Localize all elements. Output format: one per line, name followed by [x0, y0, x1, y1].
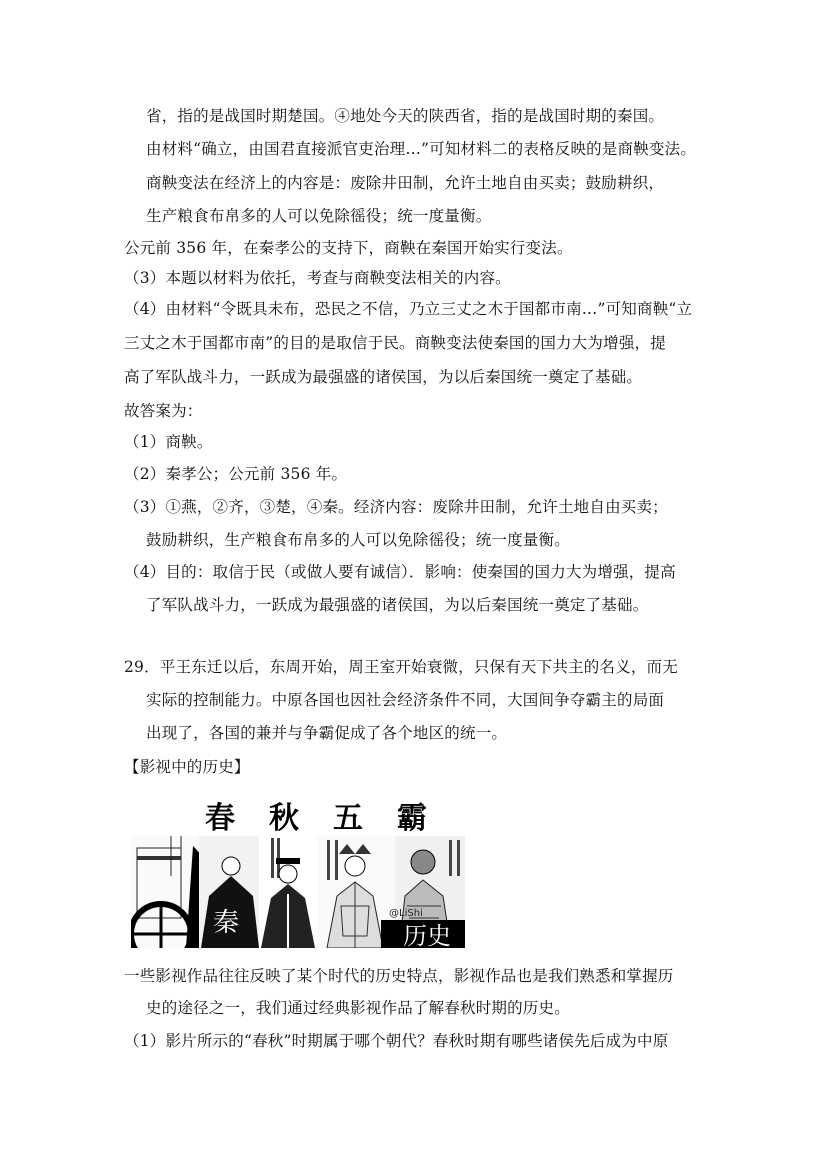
text-line: （3）本题以材料为依托，考查与商鞅变法相关的内容。 — [124, 269, 511, 287]
text-line: 生产粮食布帛多的人可以免除徭役；统一度量衡。 — [146, 207, 492, 225]
text-line: （4）由材料“令既具未布，恐民之不信，乃立三丈之木于国都市南…”可知商鞅“立 — [124, 300, 693, 318]
text-line: （1）商鞅。 — [124, 433, 213, 451]
text-line: 商鞅变法在经济上的内容是：废除井田制，允许土地自由买卖；鼓励耕织， — [146, 174, 665, 192]
text-line: 故答案为： — [124, 402, 203, 420]
text-line: 鼓励耕织，生产粮食布帛多的人可以免除徭役；统一度量衡。 — [146, 531, 570, 549]
text-line: 一些影视作品往往反映了某个时代的历史特点，影视作品也是我们熟悉和掌握历 — [124, 967, 674, 985]
section-heading: 【影视中的历史】 — [124, 758, 250, 776]
text-line: 高了军队战斗力，一跃成为最强盛的诸侯国，为以后秦国统一奠定了基础。 — [124, 368, 643, 386]
text-line: 了军队战斗力，一跃成为最强盛的诸侯国，为以后秦国统一奠定了基础。 — [146, 596, 649, 614]
question-1: （1）影片所示的“春秋”时期属于哪个朝代？春秋时期有哪些诸侯先后成为中原 — [124, 1032, 669, 1050]
text-line: 省，指的是战国时期楚国。④地处今天的陕西省，指的是战国时期的秦国。 — [146, 107, 665, 125]
question-29: 29．平王东迁以后，东周开始，周王室开始衰微，只保有天下共主的名义，而无 — [124, 658, 678, 676]
side-char: 秦 — [213, 908, 240, 938]
text-line: 实际的控制能力。中原各国也因社会经济条件不同，大国间争夺霸主的局面 — [146, 691, 665, 709]
image-title: 春秋五霸 — [205, 801, 461, 836]
text-line: 公元前 356 年，在秦孝公的支持下，商鞅在秦国开始实行变法。 — [124, 239, 573, 257]
text-line: 三丈之木于国都市南”的目的是取信于民。商鞅变法使秦国的国力大为增强，提 — [124, 334, 666, 352]
text-line: （4）目的：取信于民（或做人要有诚信）．影响：使秦国的国力大为增强，提高 — [124, 563, 676, 581]
overlay-text: 历史 — [403, 922, 451, 948]
text-line: （3）①燕，②齐，③楚，④秦。经济内容：废除井田制，允许土地自由买卖； — [124, 498, 668, 516]
text-line: （2）秦孝公；公元前 356 年。 — [124, 465, 348, 483]
text-line: 出现了，各国的兼并与争霸促成了各个地区的统一。 — [146, 724, 508, 742]
illustration-image — [131, 836, 465, 948]
text-line: 由材料“确立，由国君直接派官吏治理…”可知材料二的表格反映的是商鞅变法。 — [146, 140, 697, 158]
text-line: 史的途径之一，我们通过经典影视作品了解春秋时期的历史。 — [146, 999, 570, 1017]
watermark: @LiShi — [389, 908, 423, 919]
